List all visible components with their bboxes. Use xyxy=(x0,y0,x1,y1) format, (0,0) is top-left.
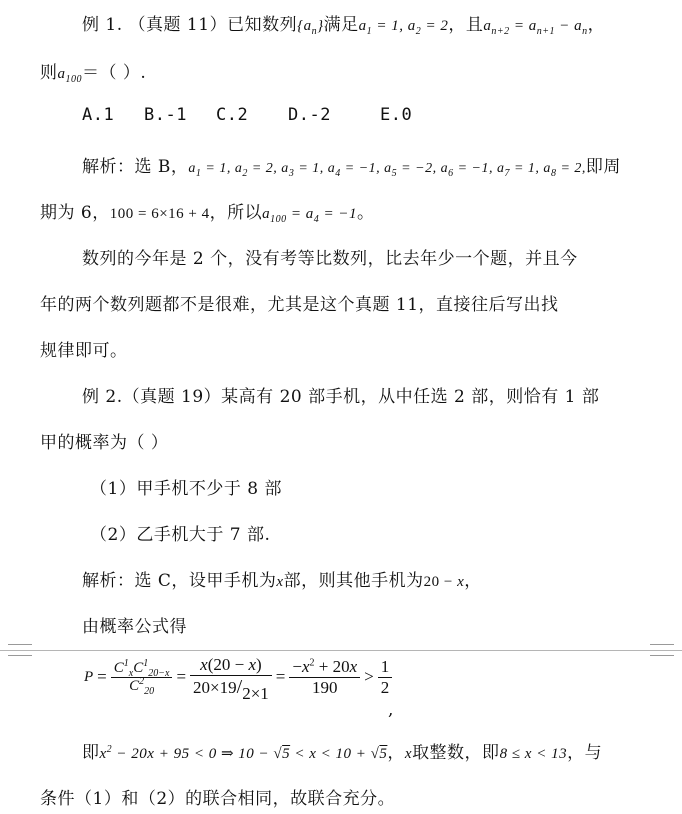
initial-values-formula: $a_1 = 1$, $a_2 = 2$ xyxy=(358,18,449,37)
solution1-label: 解析：选 B， xyxy=(82,157,189,177)
example1-text-and: ，且 xyxy=(448,15,484,35)
solution2-line1 xyxy=(82,566,482,591)
therefore-text: 即 xyxy=(82,743,100,763)
example1-line1: 例 1. （真题 11）已知数列$\{a_n\}$满足$a_1 = 1$, $a_2 = 2$，且$a_{n+2} = a_{n+1} - a_n$， xyxy=(82,15,606,37)
options-row xyxy=(82,105,412,125)
solution1-mid: ，所以 xyxy=(209,203,263,223)
page-break-line xyxy=(0,650,682,651)
probability-equation: P = $\frac{C^1_xC^1_{20-x}}{C^2_{20}}$ = $\frac{x(20 - x)}{20\times 19/2\times 1}$ = $\frac{-x^2 + 20x}{190}$ > $\frac{1}{2}$ xyxy=(84,655,392,699)
commentary-line3: 规律即可。 xyxy=(40,341,128,361)
solution2-line2: 由概率公式得 xyxy=(82,617,187,637)
commentary-line2: 年的两个数列题都不是很难，尤其是这个真题 11，直接往后写出找 xyxy=(40,295,559,315)
integer-text: 取整数，即 xyxy=(412,743,500,763)
solution2-label: 解析：选 C，设甲手机为 xyxy=(82,571,277,591)
expanded-fraction: $\frac{x(20 - x)}{20\times 19/2\times 1}$ xyxy=(190,655,272,699)
solution2-mid: 部，则其他手机为 xyxy=(283,571,424,591)
example1-blank: ＝（ ）. xyxy=(82,63,147,83)
option-b: B.-1 xyxy=(144,105,187,125)
solution1-suffix: 即周 xyxy=(585,157,621,177)
answer-formula: $a_{100} = a_4 = -1$ xyxy=(262,206,357,225)
solution2-line4: 条件（1）和（2）的联合相同，故联合充分。 xyxy=(40,789,396,809)
recurrence-formula: $a_{n+2} = a_{n+1} - a_n$ xyxy=(483,18,588,37)
simplified-fraction: $\frac{-x^2 + 20x}{190}$ xyxy=(289,657,360,698)
solution2-with: ，与 xyxy=(567,743,603,763)
sequence-values-formula: $a_1 = 1$, $a_2 = 2$, $a_3 = 1$, $a_4 = -1$, $a_5 = -2$, $a_6 = -1$, $a_7 = 1$, $a_8 = 2$, xyxy=(188,161,586,179)
page-break-mark-left xyxy=(8,644,32,656)
solution2-line3: 即$x^2 - 20x + 95 < 0$ ⇒ 10 − √5 < x < 10 + √5，x取整数，即8 ≤ x < 13，与 xyxy=(82,743,603,763)
target-term: $a_{100}$ xyxy=(57,66,82,85)
half-fraction: $\frac{1}{2}$ xyxy=(378,657,393,698)
page-break-mark-right xyxy=(650,644,674,656)
others-formula: 20 − x xyxy=(423,574,465,590)
solution1-end: 。 xyxy=(357,203,375,223)
inequality-formula: $x^2 - 20x + 95 < 0$ ⇒ 10 − √5 < x < 10 + √5 xyxy=(99,744,388,762)
example2-line2: 甲的概率为（ ） xyxy=(40,433,169,453)
solution1-line2 xyxy=(40,198,375,223)
example1-text2: 则 xyxy=(40,63,58,83)
commentary-line1: 数列的今年是 2 个，没有考等比数列，比去年少一个题，并且今 xyxy=(82,249,578,269)
equation-comma: , xyxy=(388,700,394,720)
period-formula: 100 = 6×16 + 4 xyxy=(109,206,210,222)
condition-2: （2）乙手机大于 7 部. xyxy=(90,525,271,545)
sequence-symbol: $\{a_n\}$ xyxy=(297,18,324,37)
range-formula: 8 ≤ x < 13 xyxy=(499,746,568,762)
option-d: D.-2 xyxy=(288,105,331,125)
option-e: E.0 xyxy=(380,105,413,125)
example2-line1: 例 2.（真题 19）某高有 20 部手机，从中任选 2 部，则恰有 1 部 xyxy=(82,387,600,407)
example1-text-mid: 满足 xyxy=(323,15,359,35)
option-c: C.2 xyxy=(216,105,249,125)
variable-x: x xyxy=(276,574,284,590)
option-a: A.1 xyxy=(82,105,115,125)
period-text: 期为 6， xyxy=(40,203,110,223)
condition-1: （1）甲手机不少于 8 部 xyxy=(90,479,282,499)
solution1-line1 xyxy=(82,152,621,177)
example1-line2 xyxy=(40,58,146,83)
solution2-end: ， xyxy=(464,571,482,591)
solution2-comma: ， xyxy=(387,743,405,763)
example1-text: 例 1. （真题 11）已知数列 xyxy=(82,15,298,35)
combination-fraction: $\frac{C^1_xC^1_{20-x}}{C^2_{20}}$ xyxy=(111,660,173,695)
